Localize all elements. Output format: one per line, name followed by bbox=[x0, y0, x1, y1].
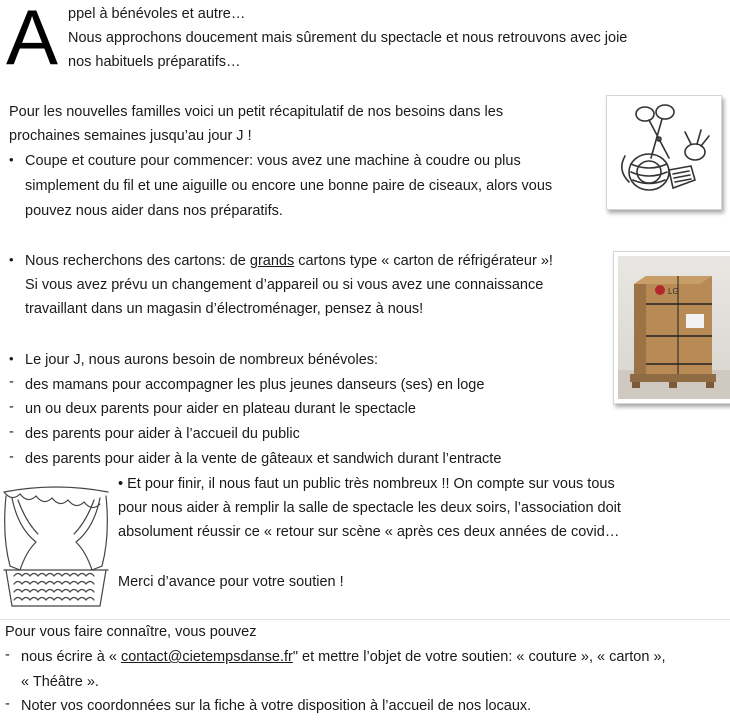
public-line-1: • Et pour finir, il nous faut un public très nombreux !! On compte sur vous tous bbox=[118, 476, 615, 492]
cartons-text-post: cartons type « carton de réfrigérateur »! bbox=[294, 253, 553, 269]
dash-1: - bbox=[9, 374, 14, 390]
theater-stage-icon bbox=[0, 486, 112, 610]
cartons-text-underlined: grands bbox=[249, 253, 295, 269]
jourj-item-4: des parents pour aider à la vente de gâteaux et sandwich durant l’entracte bbox=[25, 451, 502, 467]
intro-line-1: Nous approchons doucement mais sûrement du spectacle et nous retrouvons avec joie bbox=[68, 30, 628, 46]
couture-line-3: pouvez nous aider dans nos préparatifs. bbox=[25, 203, 283, 219]
footer-intro: Pour vous faire connaître, vous pouvez bbox=[5, 624, 257, 640]
dash-2: - bbox=[9, 399, 14, 415]
families-line-1: Pour les nouvelles familles voici un petit récapitulatif de nos besoins dans les bbox=[9, 104, 504, 120]
jourj-item-3: des parents pour aider à l’accueil du public bbox=[25, 426, 300, 442]
cartons-line-1 bbox=[25, 251, 553, 271]
public-line-2: pour nous aider à remplir la salle de spectacle les deux soirs, l’association doit bbox=[118, 500, 621, 516]
footer-dash-1: - bbox=[5, 647, 10, 663]
jourj-item-2: un ou deux parents pour aider en plateau durant le spectacle bbox=[25, 401, 416, 417]
footer-write-pre: nous écrire à « bbox=[21, 649, 121, 665]
footer-separator bbox=[0, 619, 730, 620]
theater-image bbox=[0, 486, 112, 610]
families-line-2: prochaines semaines jusqu’au jour J ! bbox=[9, 128, 252, 144]
cartons-text-pre: Nous recherchons des cartons: de bbox=[25, 253, 250, 269]
sewing-image bbox=[606, 95, 722, 210]
footer-dash-2: - bbox=[5, 696, 10, 712]
jourj-intro: Le jour J, nous aurons besoin de nombreux bénévoles: bbox=[25, 352, 379, 368]
dropcap-letter: A bbox=[6, 0, 59, 81]
bullet-jourj: • bbox=[9, 351, 14, 366]
footer-note: Noter vos coordonnées sur la fiche à votre disposition à l’accueil de nos locaux. bbox=[21, 698, 532, 714]
dash-3: - bbox=[9, 424, 14, 440]
bullet-cartons: • bbox=[9, 252, 14, 267]
couture-line-2: simplement du fil et une aiguille ou encore une bonne paire de ciseaux, alors vous bbox=[25, 178, 553, 194]
sewing-scissors-icon bbox=[607, 96, 721, 209]
contact-email-link[interactable]: contact@cietempsdanse.fr bbox=[120, 649, 293, 665]
footer-write-line bbox=[21, 647, 666, 667]
intro-title: ppel à bénévoles et autre… bbox=[68, 6, 246, 22]
fridge-brand-label: LG bbox=[668, 287, 679, 296]
cartons-line-2: Si vous avez prévu un changement d’appareil ou si vous avez une connaissance bbox=[25, 277, 544, 293]
thanks-line: Merci d’avance pour votre soutien ! bbox=[118, 574, 344, 590]
public-line-3: absolument réussir ce « retour sur scène « après ces deux années de covid… bbox=[118, 524, 620, 540]
fridge-carton-image bbox=[613, 251, 730, 404]
refrigerator-carton-photo bbox=[614, 252, 730, 403]
jourj-item-1: des mamans pour accompagner les plus jeunes danseurs (ses) en loge bbox=[25, 377, 485, 393]
couture-line-1: Coupe et couture pour commencer: vous avez une machine à coudre ou plus bbox=[25, 153, 521, 169]
dash-4: - bbox=[9, 449, 14, 465]
bullet-couture: • bbox=[9, 152, 14, 167]
footer-write-line-2: « Théâtre ». bbox=[21, 674, 99, 690]
intro-line-2: nos habituels préparatifs… bbox=[68, 54, 241, 70]
footer-write-post: " et mettre l’objet de votre soutien: « couture », « carton », bbox=[292, 649, 666, 665]
cartons-line-3: travaillant dans un magasin d’électroménager, pensez à nous! bbox=[25, 301, 424, 317]
